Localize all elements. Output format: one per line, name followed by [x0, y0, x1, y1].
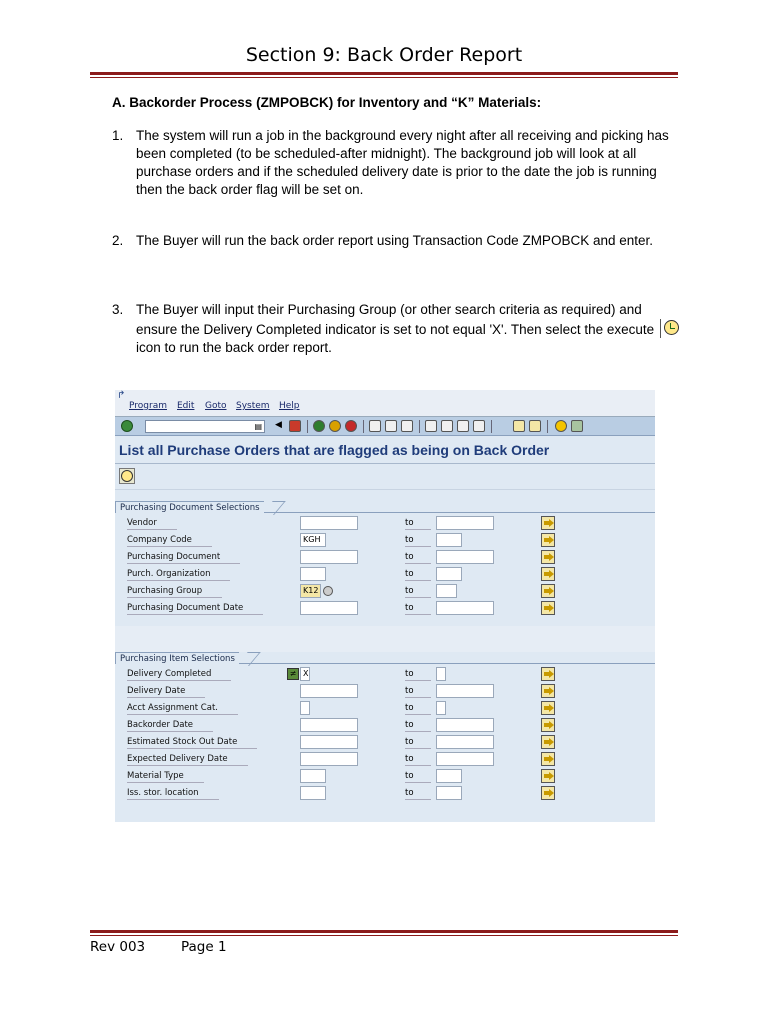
- field-label: Backorder Date: [127, 720, 194, 730]
- field-label: Delivery Date: [127, 686, 186, 696]
- to-label: to: [405, 686, 414, 696]
- step-1: [112, 127, 682, 199]
- to-label: to: [405, 754, 414, 764]
- row-material-type: [115, 768, 655, 785]
- last-page-icon[interactable]: [473, 420, 485, 432]
- help-icon[interactable]: [555, 420, 567, 432]
- multiple-selection-icon[interactable]: [541, 718, 555, 732]
- group-spacer: [115, 626, 655, 652]
- exit-icon[interactable]: [329, 420, 341, 432]
- layout-menu-icon[interactable]: [571, 420, 583, 432]
- execute-icon: [660, 319, 680, 338]
- enter-icon[interactable]: [121, 420, 133, 432]
- execute-icon: [121, 470, 133, 482]
- material-type-to-input[interactable]: [436, 769, 462, 783]
- field-label: Estimated Stock Out Date: [127, 737, 238, 747]
- field-label: Delivery Completed: [127, 669, 212, 679]
- selection-option-icon[interactable]: ≠: [287, 668, 299, 680]
- to-label: to: [405, 720, 414, 730]
- multiple-selection-icon[interactable]: [541, 667, 555, 681]
- shortcut-icon[interactable]: [529, 420, 541, 432]
- step-text: [136, 301, 682, 357]
- to-label: to: [405, 603, 414, 613]
- step-3: [112, 301, 682, 357]
- vendor-to-input[interactable]: [436, 516, 494, 530]
- sap-screen: [115, 390, 655, 822]
- section-heading: A. Backorder Process (ZMPOBCK) for Inventory and “K” Materials:: [112, 95, 542, 110]
- material-type-from-input[interactable]: [300, 769, 326, 783]
- multiple-selection-icon[interactable]: [541, 701, 555, 715]
- header-rule: [90, 72, 678, 78]
- print-icon[interactable]: [369, 420, 381, 432]
- next-page-icon[interactable]: [457, 420, 469, 432]
- row-acct-assignment-cat: [115, 700, 655, 717]
- field-label: Company Code: [127, 535, 192, 545]
- delivery-completed-to-input[interactable]: [436, 667, 446, 681]
- delivery-date-from-input[interactable]: [300, 684, 358, 698]
- field-label: Expected Delivery Date: [127, 754, 228, 764]
- footer-revision: Rev 003: [90, 939, 146, 955]
- back-arrow-icon[interactable]: ◀: [275, 420, 282, 430]
- row-delivery-completed: [115, 666, 655, 683]
- purch-organization-to-input[interactable]: [436, 567, 462, 581]
- execute-button[interactable]: [119, 468, 135, 484]
- multiple-selection-icon[interactable]: [541, 516, 555, 530]
- multiple-selection-icon[interactable]: [541, 752, 555, 766]
- step-text-part: icon to run the back order report.: [136, 340, 332, 355]
- acct-assignment-cat-to-input[interactable]: [436, 701, 446, 715]
- to-label: to: [405, 569, 414, 579]
- company-code-from-input[interactable]: KGH: [300, 533, 326, 547]
- menu-help[interactable]: Help: [279, 401, 300, 411]
- field-label: Purchasing Group: [127, 586, 203, 596]
- company-code-to-input[interactable]: [436, 533, 462, 547]
- step-text: The Buyer will run the back order report using Transaction Code ZMPOBCK and enter.: [136, 233, 654, 248]
- backorder-date-from-input[interactable]: [300, 718, 358, 732]
- to-label: to: [405, 535, 414, 545]
- previous-page-icon[interactable]: [441, 420, 453, 432]
- to-label: to: [405, 669, 414, 679]
- multiple-selection-icon[interactable]: [541, 769, 555, 783]
- estimated-stock-out-date-from-input[interactable]: [300, 735, 358, 749]
- acct-assignment-cat-from-input[interactable]: [300, 701, 310, 715]
- sap-toolbar: [115, 416, 655, 436]
- delivery-completed-from-input[interactable]: X: [300, 667, 310, 681]
- sap-menubar: [115, 390, 655, 416]
- system-menu-icon[interactable]: ↱: [117, 390, 126, 401]
- first-page-icon[interactable]: [425, 420, 437, 432]
- to-label: to: [405, 737, 414, 747]
- field-label: Purchasing Document Date: [127, 603, 244, 613]
- search-help-icon[interactable]: [323, 586, 333, 596]
- group-title: Purchasing Document Selections: [115, 501, 264, 513]
- purchasing-document-to-input[interactable]: [436, 550, 494, 564]
- multiple-selection-icon[interactable]: [541, 735, 555, 749]
- purchasing-document-from-input[interactable]: [300, 550, 358, 564]
- save-icon[interactable]: [289, 420, 301, 432]
- multiple-selection-icon[interactable]: [541, 533, 555, 547]
- row-backorder-date: [115, 717, 655, 734]
- row-vendor: [115, 515, 655, 532]
- row-iss-stor-location: [115, 785, 655, 802]
- purchasing-group-from-input[interactable]: K12: [300, 584, 321, 598]
- field-label: Vendor: [127, 518, 157, 528]
- step-number: 3.: [112, 302, 124, 317]
- group-title: Purchasing Item Selections: [115, 652, 239, 664]
- delivery-date-to-input[interactable]: [436, 684, 494, 698]
- iss-stor-location-from-input[interactable]: [300, 786, 326, 800]
- footer-page-number: Page 1: [181, 939, 227, 955]
- multiple-selection-icon[interactable]: [541, 684, 555, 698]
- row-purchasing-document-date: [115, 600, 655, 617]
- screen-title: List all Purchase Orders that are flagged as being on Back Order: [119, 442, 550, 458]
- vendor-from-input[interactable]: [300, 516, 358, 530]
- multiple-selection-icon[interactable]: [541, 786, 555, 800]
- step-2: [112, 232, 682, 250]
- step-number: 2.: [112, 233, 124, 248]
- row-purchasing-document: [115, 549, 655, 566]
- purchasing-item-selections: [115, 654, 655, 811]
- menu-goto[interactable]: Goto: [205, 401, 227, 411]
- purchasing-document-date-to-input[interactable]: [436, 601, 494, 615]
- menu-program[interactable]: Program: [129, 401, 167, 411]
- to-label: to: [405, 771, 414, 781]
- find-next-icon[interactable]: [401, 420, 413, 432]
- field-label: Material Type: [127, 771, 184, 781]
- to-label: to: [405, 518, 414, 528]
- field-label: Purchasing Document: [127, 552, 221, 562]
- multiple-selection-icon[interactable]: [541, 584, 555, 598]
- expected-delivery-date-to-input[interactable]: [436, 752, 494, 766]
- footer-rule: [90, 930, 678, 936]
- to-label: to: [405, 788, 414, 798]
- to-label: to: [405, 586, 414, 596]
- page-title: Section 9: Back Order Report: [245, 44, 523, 66]
- to-label: to: [405, 703, 414, 713]
- step-text-part: The Buyer will input their Purchasing Group (or other search criteria as required) and ensure the Delivery Completed indicator is set to not equal 'X'. Then select the execute: [136, 302, 658, 337]
- purchasing-document-date-from-input[interactable]: [300, 601, 358, 615]
- back-icon[interactable]: [313, 420, 325, 432]
- step-text: The system will run a job in the background every night after all receiving and picking has been completed (to be scheduled-after midnight). The background job will look at all purchase orders and if the scheduled delivery date is prior to the date the job is running then the back order flag will be set on.: [136, 128, 669, 197]
- multiple-selection-icon[interactable]: [541, 550, 555, 564]
- purch-organization-from-input[interactable]: [300, 567, 326, 581]
- iss-stor-location-to-input[interactable]: [436, 786, 462, 800]
- purchasing-group-to-input[interactable]: [436, 584, 457, 598]
- row-delivery-date: [115, 683, 655, 700]
- multiple-selection-icon[interactable]: [541, 567, 555, 581]
- backorder-date-to-input[interactable]: [436, 718, 494, 732]
- step-number: 1.: [112, 128, 124, 143]
- multiple-selection-icon[interactable]: [541, 601, 555, 615]
- field-label: Acct Assignment Cat.: [127, 703, 218, 713]
- menu-edit[interactable]: Edit: [177, 401, 195, 411]
- field-label: Iss. stor. location: [127, 788, 199, 798]
- find-icon[interactable]: [385, 420, 397, 432]
- field-label: Purch. Organization: [127, 569, 211, 579]
- purchasing-document-selections: [115, 503, 655, 624]
- cancel-icon[interactable]: [345, 420, 357, 432]
- menu-system[interactable]: System: [236, 401, 270, 411]
- to-label: to: [405, 552, 414, 562]
- row-company-code: [115, 532, 655, 549]
- row-purch-organization: [115, 566, 655, 583]
- estimated-stock-out-date-to-input[interactable]: [436, 735, 494, 749]
- command-field[interactable]: ▤: [145, 420, 265, 433]
- row-expected-delivery-date: [115, 751, 655, 768]
- row-purchasing-group: [115, 583, 655, 600]
- create-session-icon[interactable]: [513, 420, 525, 432]
- row-estimated-stock-out-date: [115, 734, 655, 751]
- expected-delivery-date-from-input[interactable]: [300, 752, 358, 766]
